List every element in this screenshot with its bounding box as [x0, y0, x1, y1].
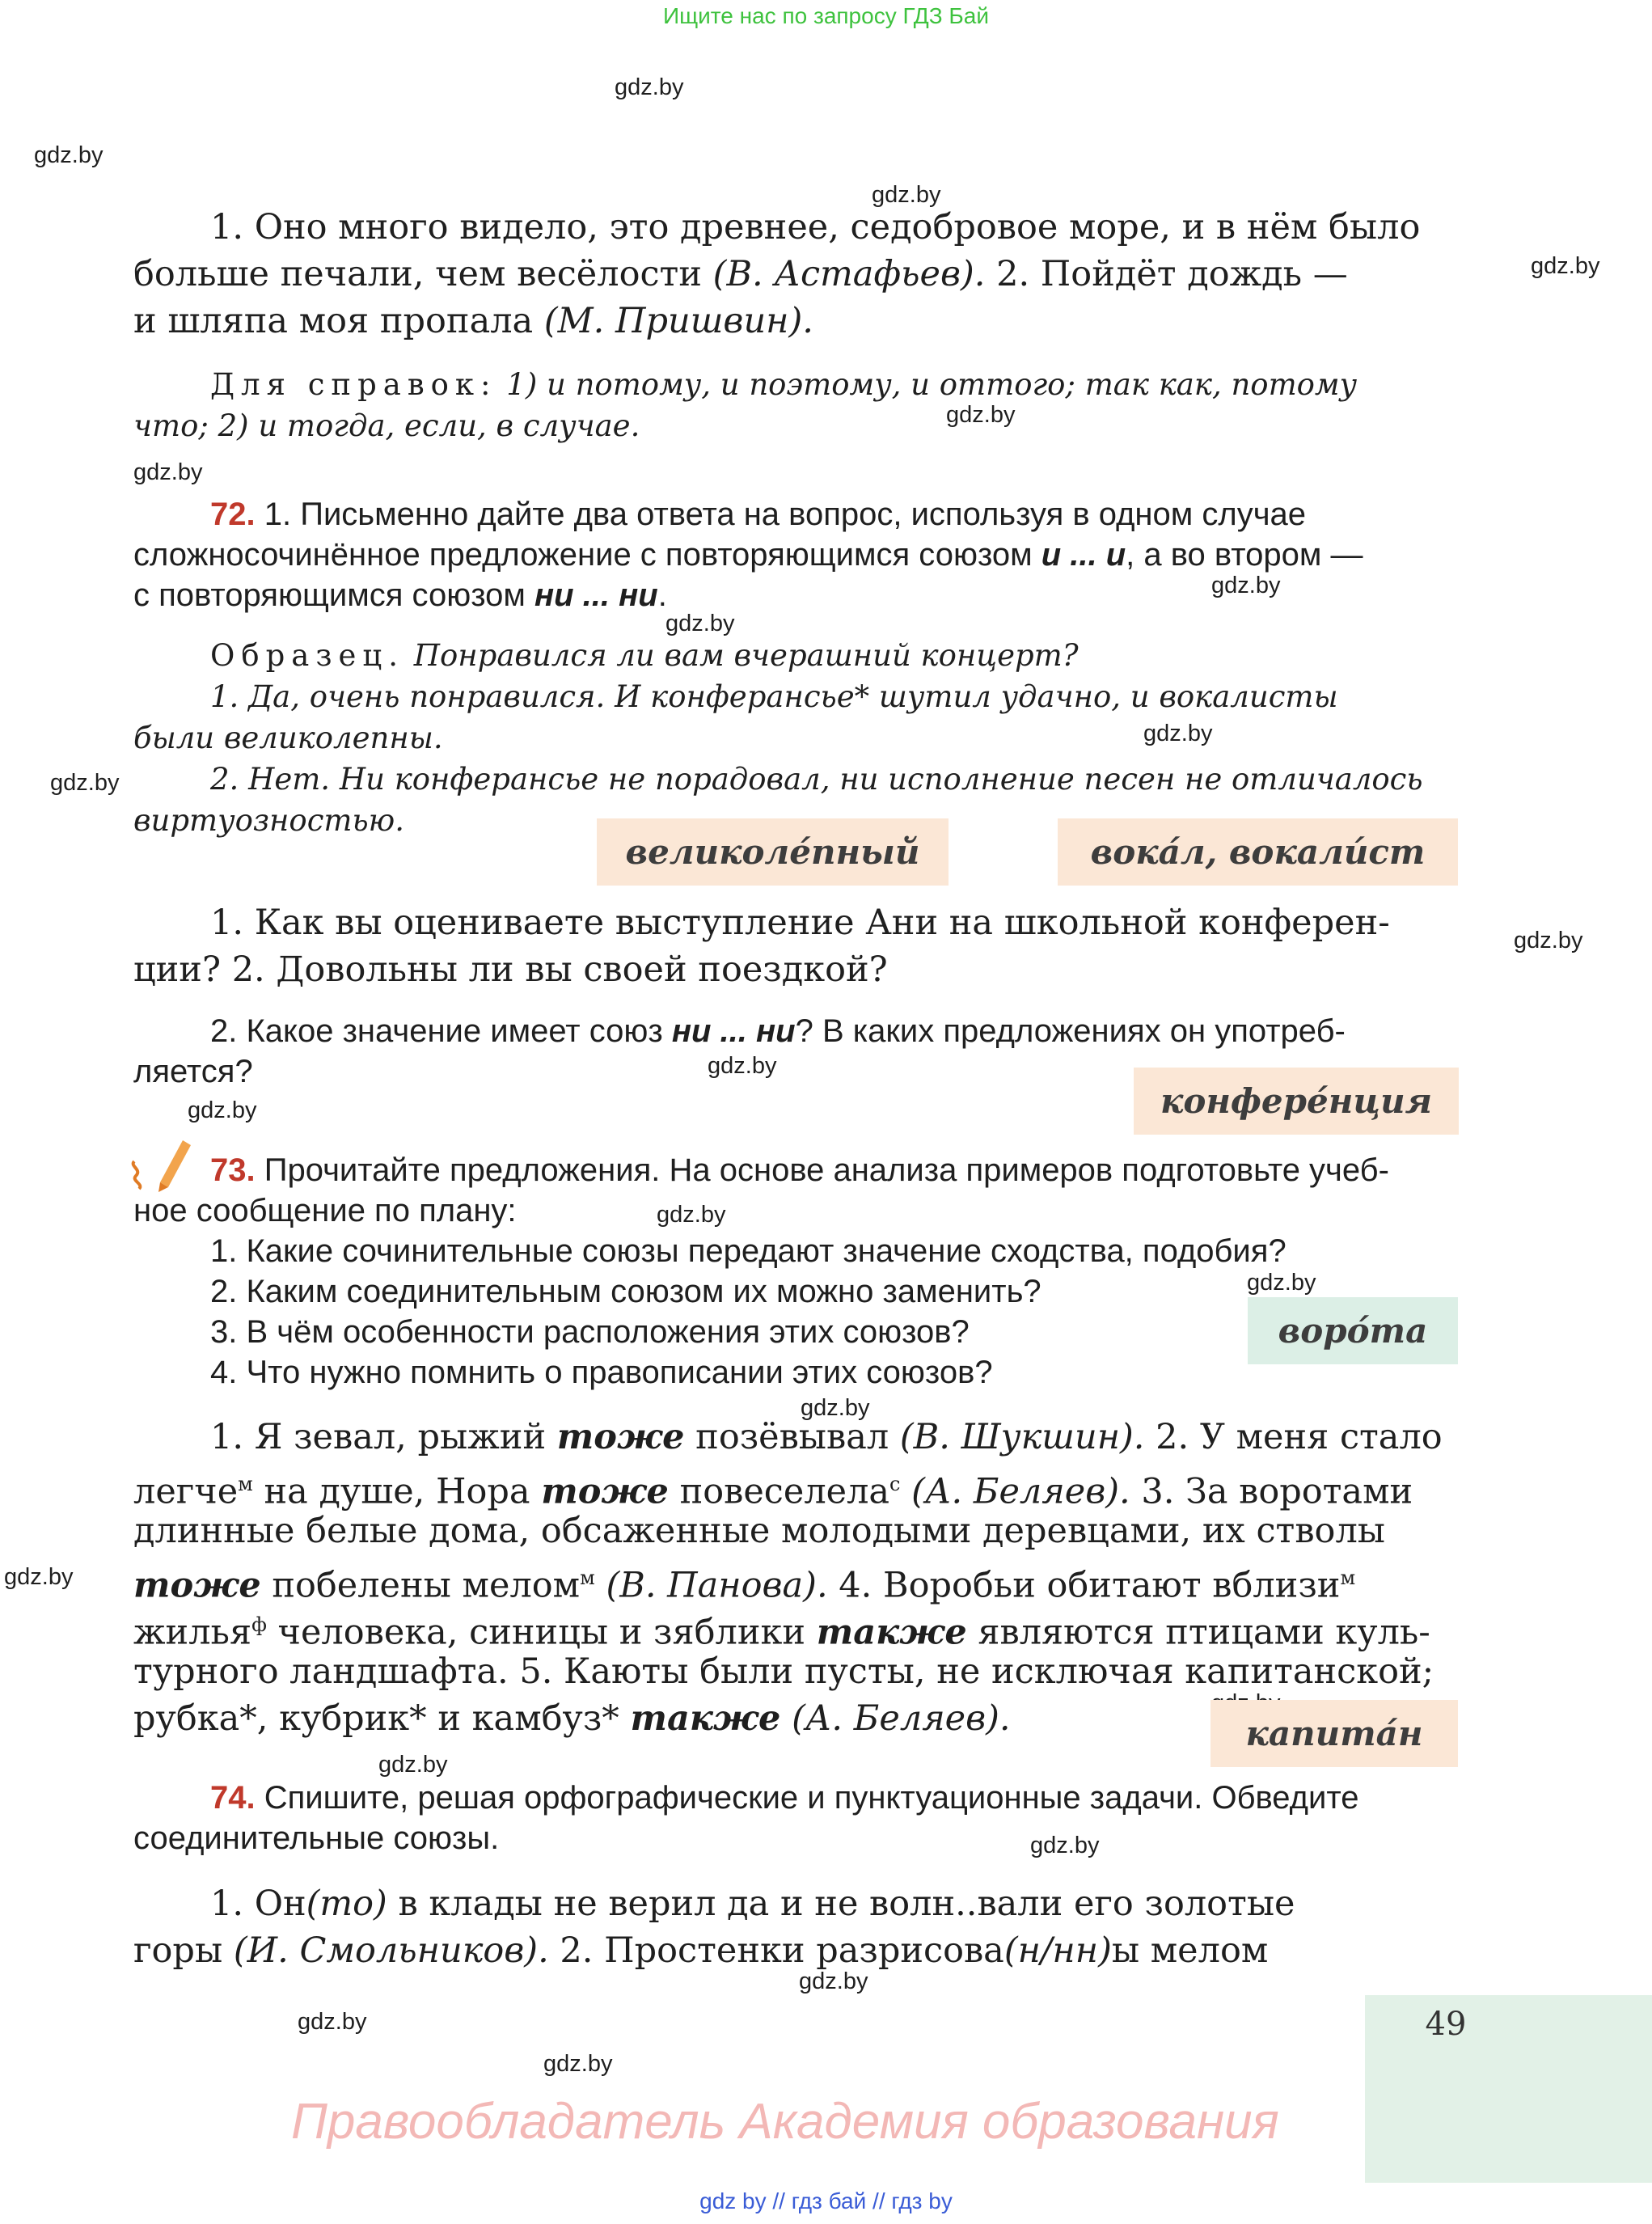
rights-notice: Правообладатель Академия образования	[291, 2094, 1279, 2150]
ex73-example-4: тоже побелены мелом$^м$ (В. Панова). 4. Воробьи обитают вблизи$^м$	[133, 1565, 1356, 1606]
pen-icon	[128, 1134, 192, 1194]
ex73-example-3: длинные белые дома, обсаженные молодыми деревцами, их стволы	[133, 1511, 1385, 1551]
watermark: gdz.by	[34, 142, 104, 168]
sample-answer-1b: были великолепны.	[133, 721, 443, 755]
watermark: gdz.by	[1030, 1833, 1100, 1858]
vocab-velikolepny: великоле́пный	[597, 818, 949, 886]
ex73-example-2: легче$^м$ на душе, Нора тоже повеселела$^с$ (А. Беляев). 3. За воротами	[133, 1471, 1413, 1512]
intro-line-1: 1. Оно много видело, это древнее, седобровое море, и в нём было	[210, 207, 1421, 247]
ex72-question-1: 1. Как вы оцениваете выступление Ани на школьной конферен-	[210, 903, 1390, 943]
watermark: gdz.by	[1211, 573, 1281, 598]
ex74-sentence-2: горы (И. Смольников). 2. Простенки разрисова(н/нн)ы мелом	[133, 1930, 1269, 1971]
reference-line-1: Для справок: 1) и потому, и поэтому, и оттого; так как, потому	[210, 367, 1358, 402]
watermark: gdz.by	[657, 1202, 726, 1228]
sample-answer-1: 1. Да, очень понравился. И конферансье* шутил удачно, и вокалисты	[210, 679, 1338, 714]
ex74-line-1: 74. Спишите, решая орфографические и пунктуационные задачи. Обведите	[210, 1780, 1359, 1816]
plan-item: 4. Что нужно помнить о правописании этих союзов?	[210, 1355, 993, 1390]
watermark: gdz.by	[1143, 721, 1213, 746]
exercise-number: 73.	[210, 1152, 256, 1188]
ex72-line-2: сложносочинённое предложение с повторяющимся союзом и ... и, а во втором —	[133, 537, 1363, 573]
ex72-line-1: 72. 1. Письменно дайте два ответа на вопрос, используя в одном случае	[210, 497, 1307, 532]
vocab-vokal: вока́л, вокали́ст	[1058, 818, 1458, 886]
sample-line: Образец. Понравился ли вам вчерашний концерт?	[210, 638, 1079, 673]
intro-line-3: и шляпа моя пропала (М. Пришвин).	[133, 301, 813, 341]
ex73-example-7: рубка*, кубрик* и камбуз* также (А. Беляев).	[133, 1698, 1011, 1739]
watermark: gdz.by	[1514, 928, 1583, 953]
bottom-banner: gdz by // гдз бай // гдз by	[699, 2188, 953, 2213]
plan-item: 1. Какие сочинительные союзы передают значение сходства, подобия?	[210, 1233, 1287, 1269]
watermark: gdz.by	[4, 1564, 74, 1590]
watermark: gdz.by	[133, 459, 203, 485]
watermark: gdz.by	[543, 2051, 613, 2077]
watermark: gdz.by	[188, 1097, 257, 1123]
sample-answer-2b: виртуозностью.	[133, 803, 404, 838]
watermark: gdz.by	[708, 1053, 777, 1079]
exercise-number: 72.	[210, 497, 256, 532]
ex73-line-1: 73. Прочитайте предложения. На основе анализа примеров подготовьте учеб-	[210, 1152, 1389, 1188]
ex72-line-3: с повторяющимся союзом ни ... ни.	[133, 577, 667, 613]
plan-item: 2. Каким соединительным союзом их можно заменить?	[210, 1274, 1041, 1309]
watermark: gdz.by	[872, 182, 941, 208]
watermark: gdz.by	[50, 770, 120, 796]
ex72-question-2: ции? 2. Довольны ли вы своей поездкой?	[133, 949, 888, 990]
ex73-example-1: 1. Я зевал, рыжий тоже позёвывал (В. Шукшин). 2. У меня стало	[210, 1417, 1443, 1457]
sample-answer-2: 2. Нет. Ни конферансье не порадовал, ни исполнение песен не отличалось	[210, 762, 1423, 797]
ex73-example-6: турного ландшафта. 5. Каюты были пусты, не исключая капитанской;	[133, 1651, 1434, 1692]
ex72-task-2b: ляется?	[133, 1054, 253, 1089]
watermark: gdz.by	[665, 611, 735, 636]
watermark: gdz.by	[1247, 1270, 1316, 1296]
plan-item: 3. В чём особенности расположения этих союзов?	[210, 1314, 970, 1350]
page-number: 49	[1425, 2006, 1467, 2043]
ex72-task-2: 2. Какое значение имеет союз ни ... ни? В каких предложениях он употреб-	[210, 1013, 1346, 1049]
top-banner: Ищите нас по запросу ГДЗ Бай	[662, 3, 990, 28]
watermark: gdz.by	[1531, 253, 1600, 279]
ex73-example-5: жилья$^ф$ человека, синицы и зяблики также являются птицами куль-	[133, 1612, 1430, 1653]
reference-line-2: что; 2) и тогда, если, в случае.	[133, 408, 640, 443]
ex74-line-2: соединительные союзы.	[133, 1820, 500, 1856]
watermark: gdz.by	[801, 1395, 870, 1421]
watermark: gdz.by	[946, 402, 1016, 428]
watermark: gdz.by	[799, 1968, 868, 1994]
vocab-kapitan: капита́н	[1210, 1700, 1458, 1767]
ex73-line-2: ное сообщение по плану:	[133, 1193, 517, 1228]
watermark: gdz.by	[298, 2009, 367, 2035]
vocab-konferencia: конфере́нция	[1134, 1068, 1459, 1135]
intro-line-2: больше печали, чем весёлости (В. Астафьев). 2. Пойдёт дождь —	[133, 254, 1348, 294]
exercise-number: 74.	[210, 1780, 256, 1816]
ex74-sentence-1: 1. Он(то) в клады не верил да и не волн..вали его золотые	[210, 1884, 1295, 1924]
watermark: gdz.by	[378, 1752, 448, 1778]
watermark: gdz.by	[615, 74, 684, 100]
vocab-vorota: воро́та	[1248, 1297, 1458, 1364]
